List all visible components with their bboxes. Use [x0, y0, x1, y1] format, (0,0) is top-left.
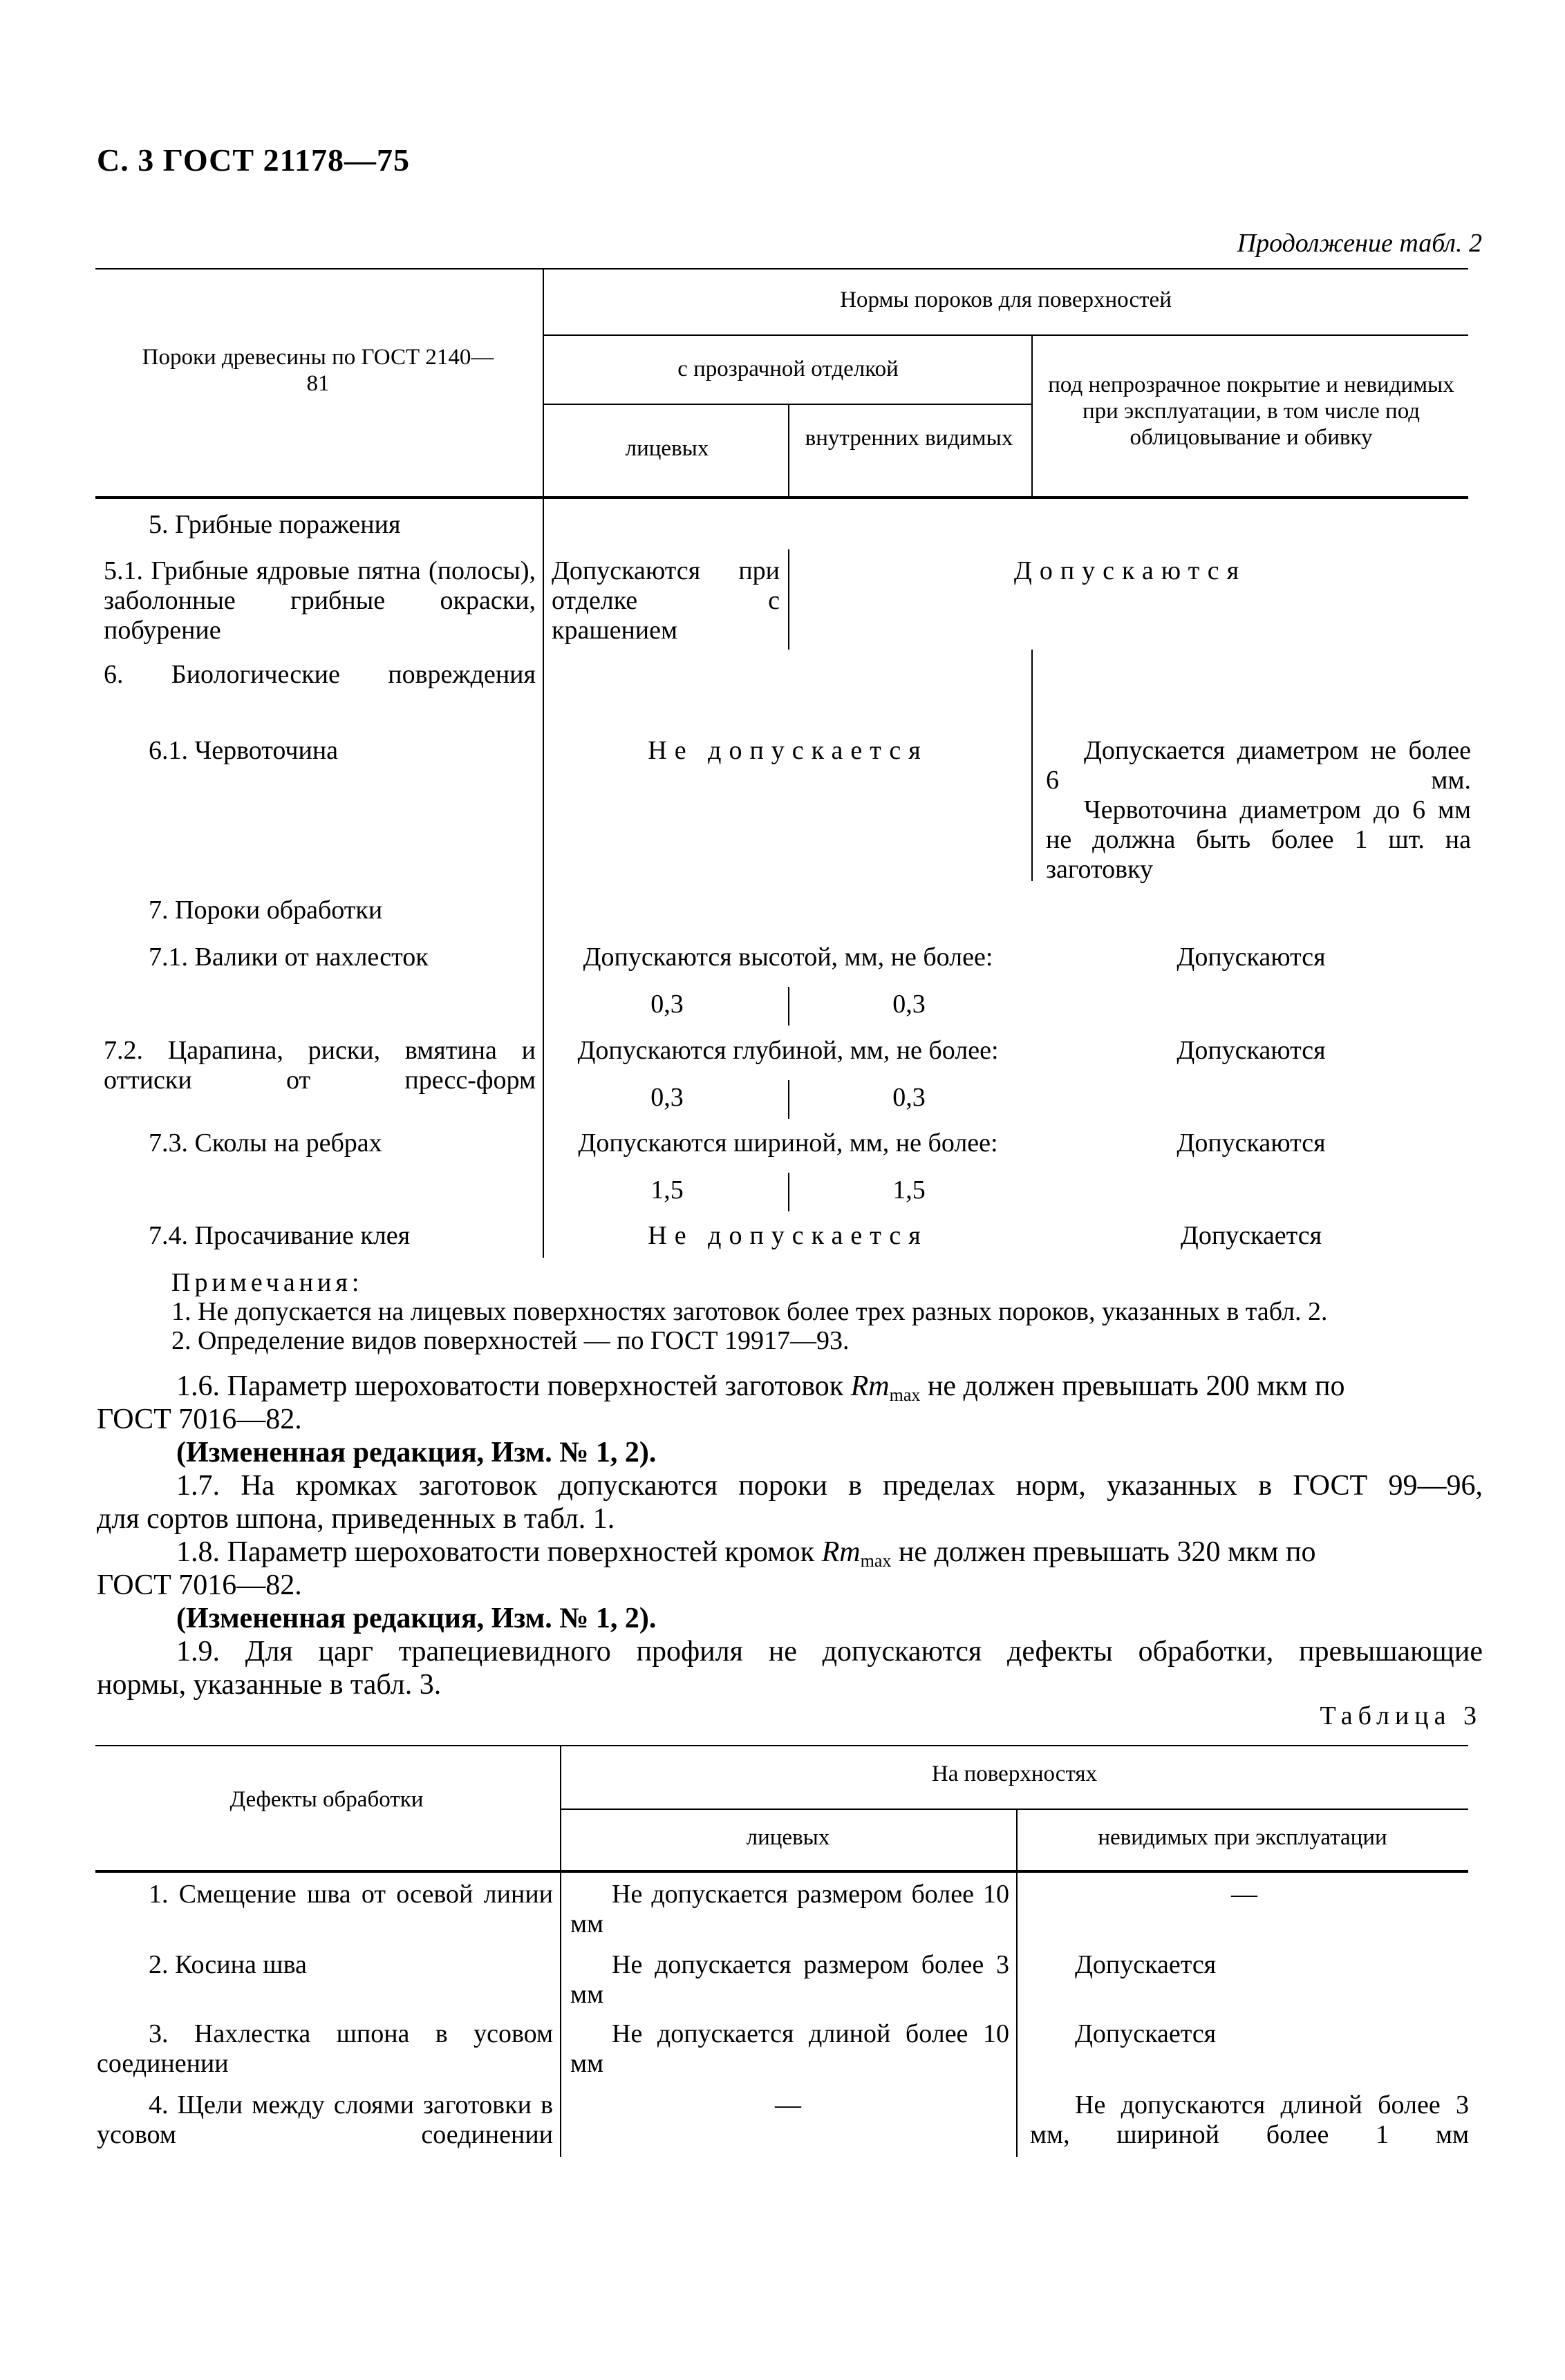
row-7-3-face: 1,5: [650, 1175, 684, 1205]
row-5-1-name: 5.1. Грибные ядровые пятна (полосы), заболонные грибные окраски, побурение: [104, 556, 536, 645]
clause-1-7-cont: для сортов шпона, приведенных в табл. 1.: [97, 1503, 615, 1535]
table-continuation-label: Продолжение табл. 2: [1237, 229, 1482, 258]
clause-1-8-cont: ГОСТ 7016—82.: [97, 1569, 302, 1601]
row-4-invisible: Не допускаются длиной более 3 мм, шириной более 1 мм: [1030, 2090, 1469, 2149]
row-5-1-rest: Допускаются: [1013, 556, 1247, 585]
row-7-title: 7. Пороки обработки: [149, 896, 383, 925]
row-7-1-head: Допускаются высотой, мм, не более:: [583, 943, 993, 972]
row-7-1-face: 0,3: [650, 990, 684, 1019]
row-5-1-face: Допускаются при отделке с крашением: [552, 556, 780, 645]
notes-title: Примечания:: [171, 1268, 364, 1297]
row-7-3-opaque: Допускаются: [1177, 1128, 1326, 1158]
row-1-invisible: —: [1231, 1880, 1257, 1909]
row-2-face: Не допускается размером более 3 мм: [570, 1950, 1009, 2009]
col-opaque-header: под непрозрачное покрытие и невидимых при эксплуатации, в том числе под облицовывание и обивку: [1048, 372, 1454, 450]
col-face-header: лицевых: [746, 1825, 830, 1850]
clause-1-8: 1.8. Параметр шероховатости поверхностей кромок $Rm_{max}$ не должен превышать 320 мкм по: [176, 1536, 1316, 1571]
row-4-face: —: [775, 2090, 801, 2119]
row-5-title: 5. Грибные поражения: [149, 510, 401, 539]
row-7-1-opaque: Допускаются: [1177, 943, 1326, 972]
edit-note-1: (Измененная редакция, Изм. № 1, 2).: [176, 1437, 657, 1468]
row-6-1-transparent: Не допускается: [648, 736, 928, 765]
row-2-name: 2. Косина шва: [149, 1950, 307, 1979]
col-invisible-header: невидимых при эксплуатации: [1098, 1825, 1387, 1850]
row-4-name: 4. Щели между слоями заготовки в усовом соединении: [97, 2090, 553, 2149]
row-1-name: 1. Смещение шва от осевой линии: [149, 1880, 553, 1909]
table-3-label: Таблица 3: [1320, 1701, 1482, 1730]
row-7-3-name: 7.3. Сколы на ребрах: [149, 1128, 382, 1158]
col-inner-header: внутренних видимых: [805, 426, 1013, 451]
col-surfaces-header: На поверхностях: [931, 1762, 1098, 1786]
row-7-2-opaque: Допускаются: [1177, 1036, 1326, 1065]
row-3-name: 3. Нахлестка шпона в усовом соединении: [97, 2019, 553, 2078]
clause-1-6: 1.6. Параметр шероховатости поверхностей заготовок $Rm_{max}$ не должен превышать 200 мкм по: [176, 1370, 1345, 1405]
col-defects-header: Дефекты обработки: [229, 1787, 424, 1812]
row-7-3-inner: 1,5: [892, 1175, 926, 1205]
row-7-1-name: 7.1. Валики от нахлесток: [149, 943, 429, 972]
row-7-2-inner: 0,3: [892, 1083, 926, 1112]
row-6-1-opaque-b: Червоточина диаметром до 6 мм не должна быть более 1 шт. на заготовку: [1046, 795, 1471, 884]
note-1: 1. Не допускается на лицевых поверхностях заготовок более трех разных пороков, указанных в табл. 2.: [171, 1297, 1328, 1326]
col-transparent-header: с прозрачной отделкой: [677, 357, 899, 381]
row-7-2-name: 7.2. Царапина, риски, вмятина и оттиски от пресс-форм: [104, 1036, 536, 1095]
clause-1-6-cont: ГОСТ 7016—82.: [97, 1404, 302, 1435]
row-7-4-name: 7.4. Просачивание клея: [149, 1221, 411, 1250]
col-norms-header: Нормы пороков для поверхностей: [840, 287, 1172, 312]
row-7-1-inner: 0,3: [892, 990, 926, 1019]
clause-1-7: 1.7. На кромках заготовок допускаются пороки в пределах норм, указанных в ГОСТ 99—96,: [176, 1470, 1483, 1502]
col-face-header: лицевых: [625, 436, 709, 461]
row-6-1-opaque-a: Допускается диаметром не более 6 мм.: [1046, 736, 1471, 795]
row-7-3-head: Допускаются шириной, мм, не более:: [578, 1128, 998, 1158]
col-defects-header: Пороки древесины по ГОСТ 2140—81: [142, 345, 494, 396]
page-header: С. 3 ГОСТ 21178—75: [97, 142, 411, 178]
edit-note-2: (Измененная редакция, Изм. № 1, 2).: [176, 1603, 657, 1634]
row-7-4-opaque: Допускается: [1180, 1221, 1322, 1250]
row-1-face: Не допускается размером более 10 мм: [570, 1880, 1009, 1938]
row-3-face: Не допускается длиной более 10 мм: [570, 2019, 1009, 2078]
row-7-4-transparent: Не допускается: [648, 1221, 928, 1250]
row-6-1-name: 6.1. Червоточина: [149, 736, 339, 765]
row-2-invisible: Допускается: [1075, 1950, 1217, 1979]
row-7-2-face: 0,3: [650, 1083, 684, 1112]
row-6-title: 6. Биологические повреждения: [104, 660, 536, 689]
note-2: 2. Определение видов поверхностей — по ГОСТ 19917—93.: [171, 1326, 850, 1355]
row-7-2-head: Допускаются глубиной, мм, не более:: [577, 1036, 999, 1065]
clause-1-9: 1.9. Для царг трапециевидного профиля не допускаются дефекты обработки, превышающие: [176, 1636, 1483, 1668]
clause-1-9-cont: нормы, указанные в табл. 3.: [97, 1669, 442, 1701]
row-3-invisible: Допускается: [1075, 2019, 1217, 2048]
